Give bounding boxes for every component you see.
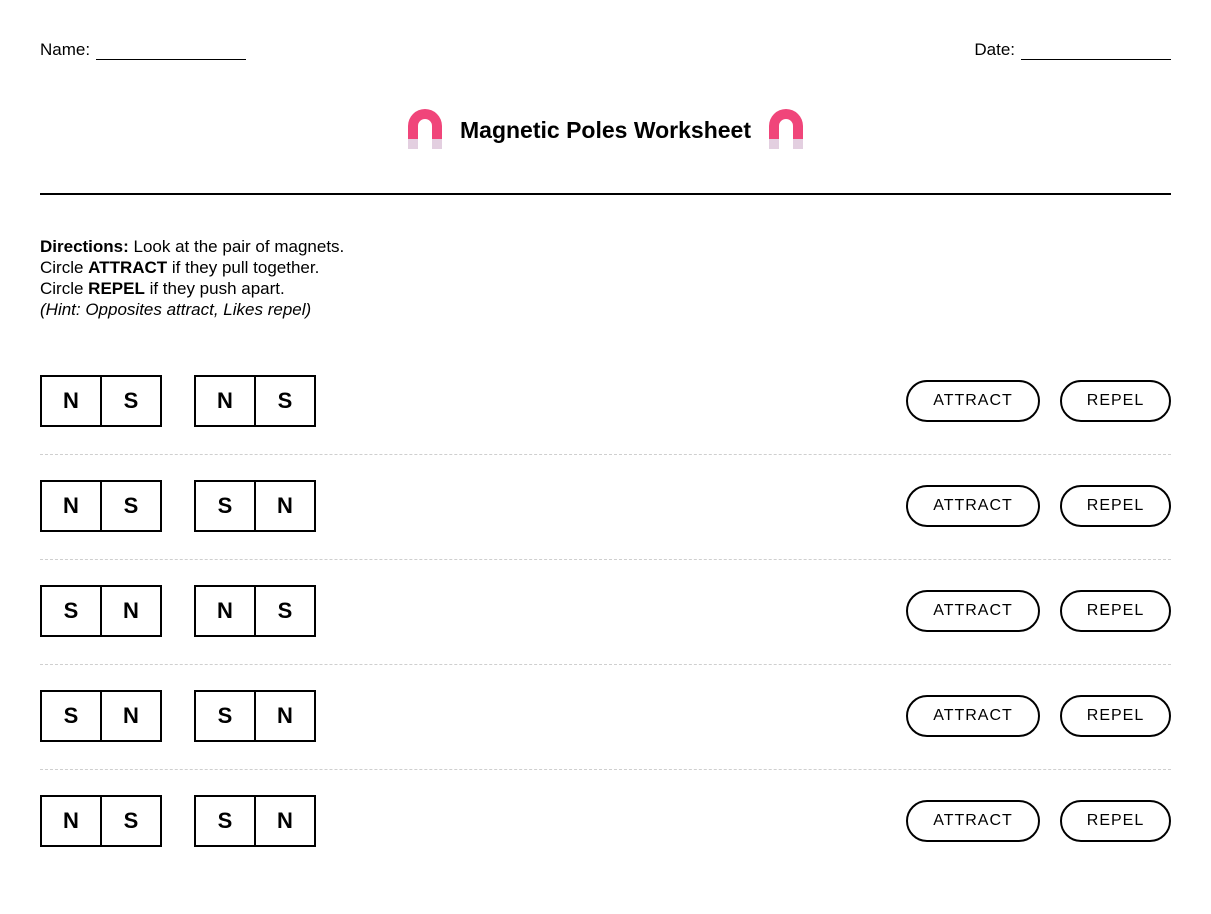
question-row [40,480,1171,534]
repel-option[interactable]: REPEL [1060,695,1171,737]
attract-option[interactable]: ATTRACT [906,800,1040,842]
directions-hint: (Hint: Opposites attract, Likes repel) [40,300,312,319]
magnet-pole: S [123,808,139,833]
attract-option[interactable]: ATTRACT [906,590,1040,632]
magnet-pole: S [277,388,293,413]
question-row [40,375,1171,429]
magnet-pole: S [123,388,139,413]
directions-text: Look at the pair of magnets. [128,237,345,256]
bar-magnet [40,795,162,847]
name-blank-line[interactable] [96,45,246,60]
directions-text: if they push apart. [144,279,285,298]
directions-line-3 [40,278,344,299]
directions-heading: Directions: [40,237,129,256]
repel-option[interactable]: REPEL [1060,485,1171,527]
directions-block [40,236,344,320]
attract-keyword: ATTRACT [88,258,168,277]
directions-line-2 [40,257,344,278]
bar-magnet [194,795,316,847]
directions-text: Circle [40,258,89,277]
bar-magnet [194,585,316,637]
page-title: Magnetic Poles Worksheet [460,116,751,143]
question-row [40,585,1171,639]
magnet-pole: N [277,703,293,728]
date-field [974,40,1171,60]
magnet-icon [767,109,805,151]
header-divider [40,193,1171,195]
magnet-icon [406,109,444,151]
question-row [40,795,1171,849]
magnet-pole: S [123,493,139,518]
row-divider [40,769,1171,770]
directions-text: if they pull together. [167,258,320,277]
date-blank-line[interactable] [1021,45,1171,60]
title-row [40,108,1171,152]
bar-magnet [40,690,162,742]
bar-magnet [40,375,162,427]
magnet-pole: S [196,797,256,845]
worksheet-page [40,0,1171,914]
repel-option[interactable]: REPEL [1060,800,1171,842]
row-divider [40,454,1171,455]
magnet-pole: S [42,587,102,635]
magnet-pole: S [196,482,256,530]
repel-option[interactable]: REPEL [1060,380,1171,422]
magnet-pole: N [196,587,256,635]
attract-option[interactable]: ATTRACT [906,695,1040,737]
magnet-pole: N [123,598,139,623]
bar-magnet [40,585,162,637]
magnet-pole: N [42,377,102,425]
name-field [40,40,246,60]
bar-magnet [194,690,316,742]
bar-magnet [40,480,162,532]
magnet-pole: S [277,598,293,623]
attract-option[interactable]: ATTRACT [906,485,1040,527]
directions-line-1 [40,236,344,257]
magnet-pole: N [42,797,102,845]
bar-magnet [194,375,316,427]
magnet-pole: S [196,692,256,740]
magnet-pole: N [42,482,102,530]
magnet-pole: N [277,808,293,833]
row-divider [40,664,1171,665]
question-row [40,690,1171,744]
magnet-pole: N [196,377,256,425]
bar-magnet [194,480,316,532]
magnet-pole: S [42,692,102,740]
repel-option[interactable]: REPEL [1060,590,1171,632]
attract-option[interactable]: ATTRACT [906,380,1040,422]
magnet-pole: N [123,703,139,728]
magnet-pole: N [277,493,293,518]
directions-text: Circle [40,279,89,298]
date-label: Date: [974,40,1015,59]
repel-keyword: REPEL [88,279,145,298]
name-label: Name: [40,40,91,59]
row-divider [40,559,1171,560]
